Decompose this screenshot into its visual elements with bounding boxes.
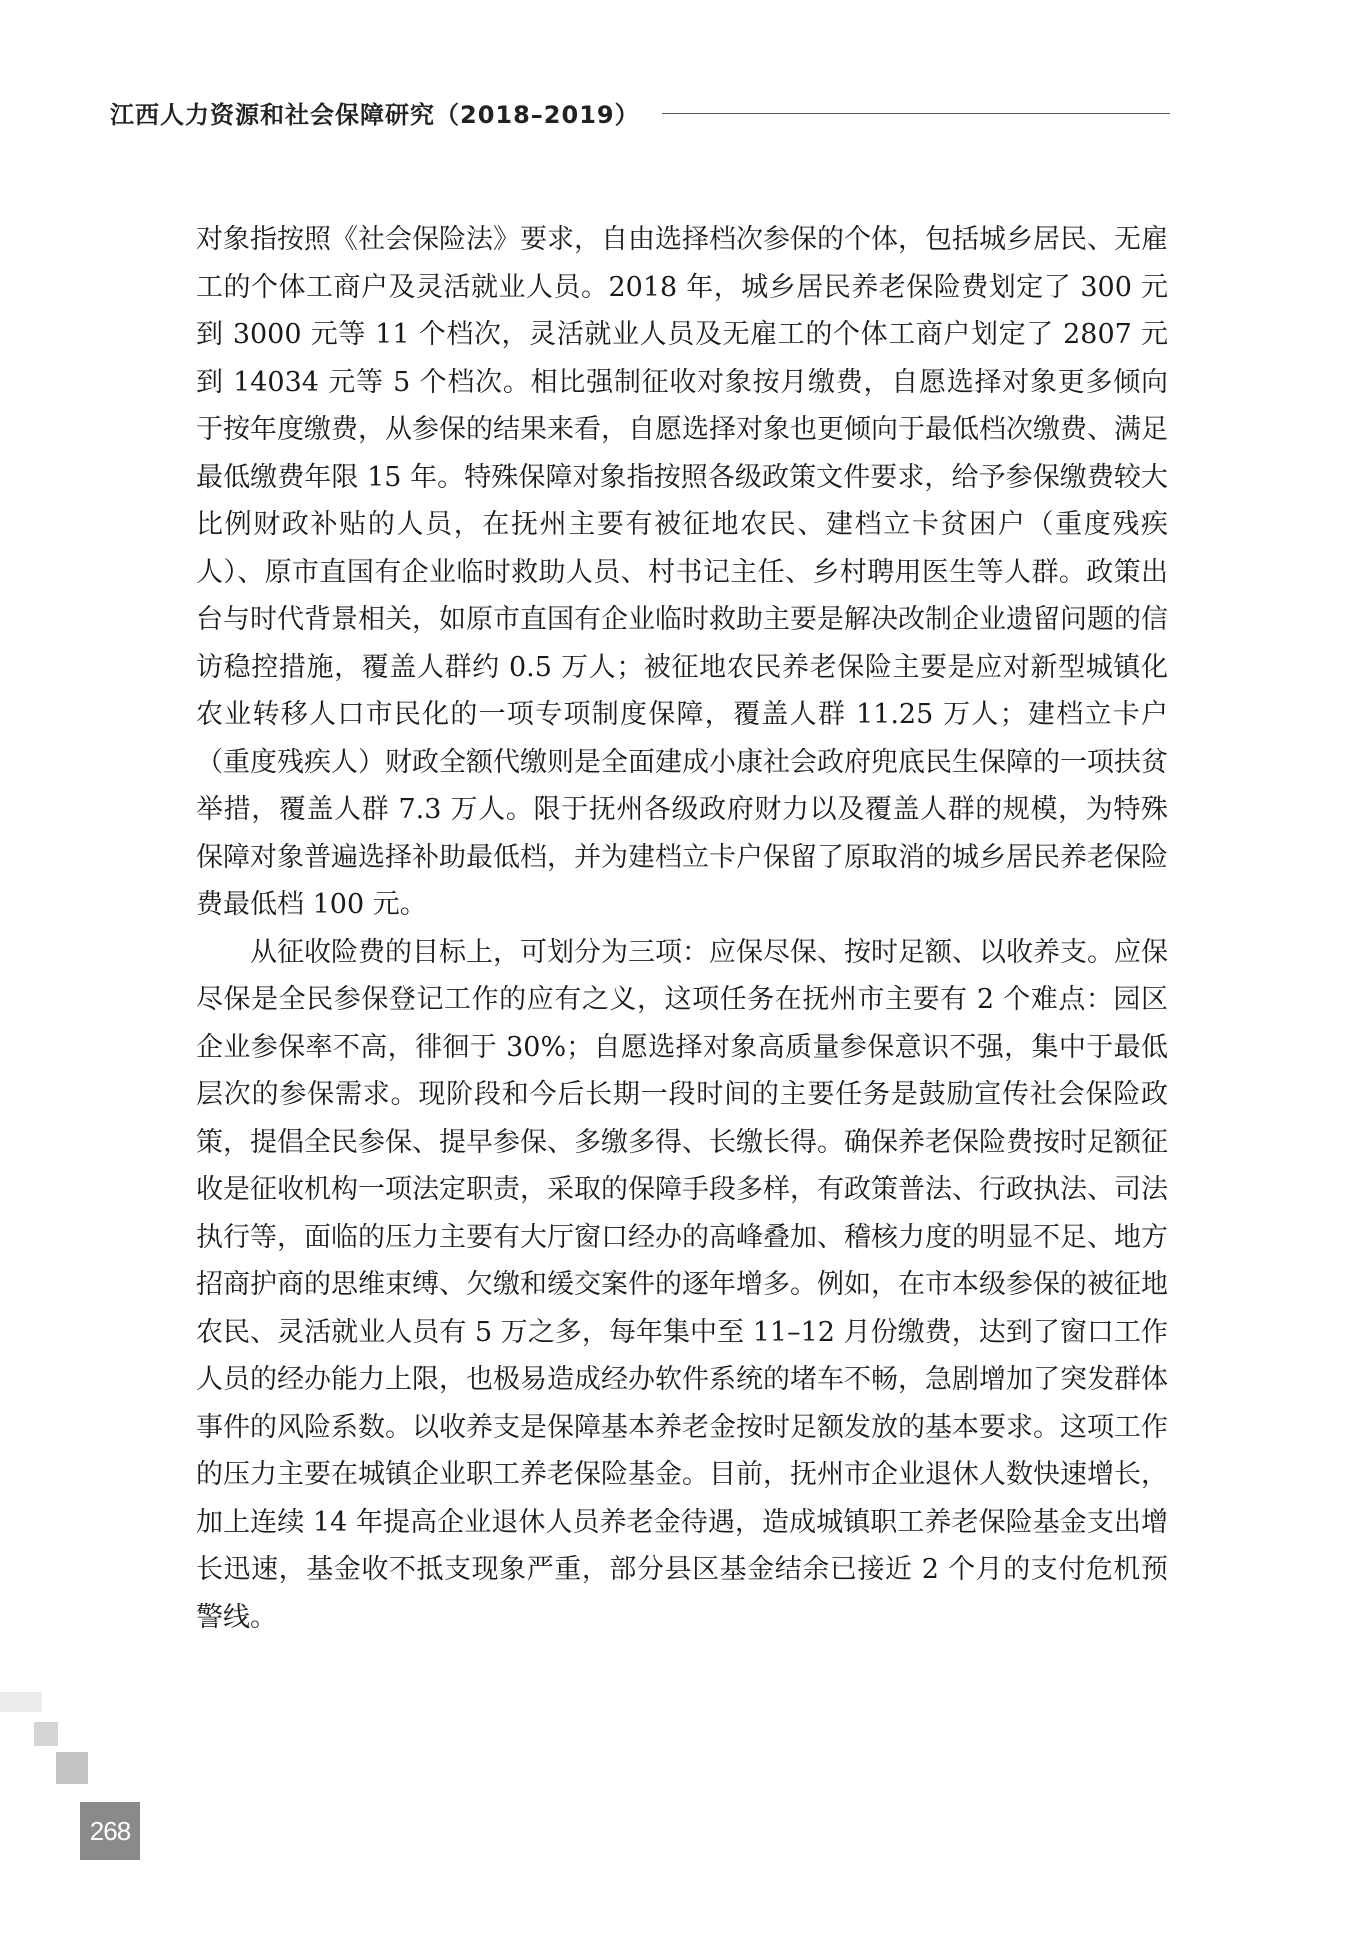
paragraph-1: 对象指按照《社会保险法》要求，自由选择档次参保的个体，包括城乡居民、无雇工的个体工商户及灵活就业人员。2018 年，城乡居民养老保险费划定了 300 元到 3000 元等 11 个档次，灵活就业人员及无雇工的个体工商户划定了 2807 元到 14034 元等 5 个档次。相比强制征收对象按月缴费，自愿选择对象更多倾向于按年度缴费，从参保的结果来看，自愿选择对象也更倾向于最低档次缴费、满足最低缴费年限 15 年。特殊保障对象指按照各级政策文件要求，给予参保缴费较大比例财政补贴的人员，在抚州主要有被征地农民、建档立卡贫困户（重度残疾人）、原市直国有企业临时救助人员、村书记主任、乡村聘用医生等人群。政策出台与时代背景相关，如原市直国有企业临时救助主要是解决改制企业遗留问题的信访稳控措施，覆盖人群约 0.5 万人；被征地农民养老保险主要是应对新型城镇化农业转移人口市民化的一项专项制度保障，覆盖人群 11.25 万人；建档立卡户（重度残疾人）财政全额代缴则是全面建成小康社会政府兜底民生保障的一项扶贫举措，覆盖人群 7.3 万人。限于抚州各级政府财力以及覆盖人群的规模，为特殊保障对象普遍选择补助最低档，并为建档立卡户保留了原取消的城乡居民养老保险费最低档 100 元。 bbox=[196, 224, 1168, 920]
decorative-square bbox=[0, 1692, 42, 1712]
decorative-square bbox=[56, 1752, 88, 1784]
decorative-square bbox=[34, 1722, 58, 1746]
page-number-box bbox=[80, 1802, 140, 1860]
running-header-title: 江西人力资源和社会保障研究（2018–2019） bbox=[110, 100, 640, 129]
running-header bbox=[110, 92, 1170, 132]
page-number: 268 bbox=[89, 1815, 131, 1846]
body-text bbox=[196, 216, 1168, 1641]
header-rule bbox=[662, 113, 1170, 114]
paragraph-2: 从征收险费的目标上，可划分为三项：应保尽保、按时足额、以收养支。应保尽保是全民参保登记工作的应有之义，这项任务在抚州市主要有 2 个难点：园区企业参保率不高，徘徊于 30%；自愿选择对象高质量参保意识不强，集中于最低层次的参保需求。现阶段和今后长期一段时间的主要任务是鼓励宣传社会保险政策，提倡全民参保、提早参保、多缴多得、长缴长得。确保养老保险费按时足额征收是征收机构一项法定职责，采取的保障手段多样，有政策普法、行政执法、司法执行等，面临的压力主要有大厅窗口经办的高峰叠加、稽核力度的明显不足、地方招商护商的思维束缚、欠缴和缓交案件的逐年增多。例如，在市本级参保的被征地农民、灵活就业人员有 5 万之多，每年集中至 11–12 月份缴费，达到了窗口工作人员的经办能力上限，也极易造成经办软件系统的堵车不畅，急剧增加了突发群体事件的风险系数。以收养支是保障基本养老金按时足额发放的基本要求。这项工作的压力主要在城镇企业职工养老保险基金。目前，抚州市企业退休人数快速增长，加上连续 14 年提高企业退休人员养老金待遇，造成城镇职工养老保险基金支出增长迅速，基金收不抵支现象严重，部分县区基金结余已接近 2 个月的支付危机预警线。 bbox=[196, 936, 1168, 1633]
